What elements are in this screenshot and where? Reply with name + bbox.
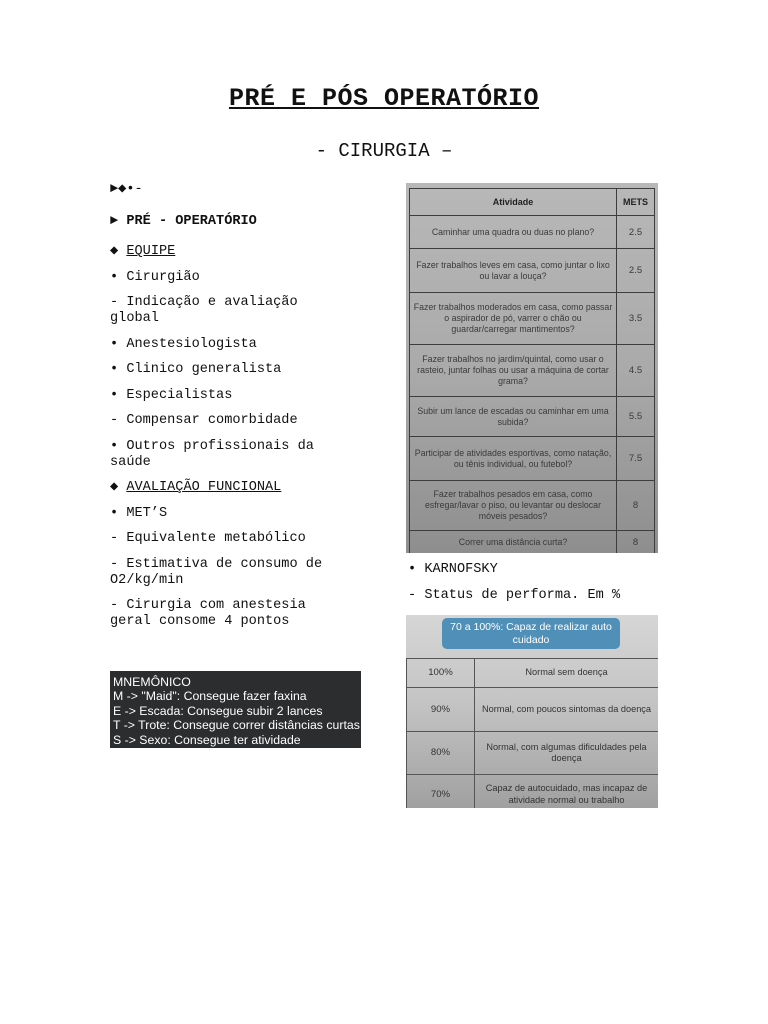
mets-cell: 2.5 — [617, 216, 655, 249]
table-header-row — [410, 189, 655, 216]
mnemonic-box — [110, 671, 361, 748]
karnofsky-description: - Status de performa. Em % — [408, 587, 621, 603]
diamond-bullet: ◆ — [110, 480, 127, 495]
mets-cell: 3.5 — [617, 293, 655, 345]
diamond-bullet: ◆ — [110, 244, 127, 259]
decor-marker: ►◆•- — [110, 182, 143, 197]
column-header-atividade: Atividade — [410, 189, 617, 216]
list-item: - Indicação e avaliação global — [110, 295, 298, 326]
table-row — [410, 437, 655, 481]
mnemonic-line: T -> Trote: Consegue correr distâncias curtas — [113, 718, 360, 733]
mnemonic-title: MNEMÔNICO — [113, 675, 191, 689]
activity-cell: Fazer trabalhos leves em casa, como juntar o lixo ou lavar a louça? — [410, 249, 617, 293]
percent-cell: 90% — [407, 688, 475, 732]
equipe-heading — [110, 244, 350, 260]
description-cell: Capaz de autocuidado, mas incapaz de atividade normal ou trabalho — [475, 775, 659, 809]
mets-cell: 2.5 — [617, 249, 655, 293]
table-row — [410, 345, 655, 397]
karnofsky-table — [406, 658, 658, 808]
section-pre-operatorio: ► PRÉ - OPERATÓRIO — [110, 214, 257, 229]
page-title: PRÉ E PÓS OPERATÓRIO — [228, 84, 540, 113]
mets-cell: 8 — [617, 481, 655, 531]
table-row — [410, 293, 655, 345]
description-cell: Normal, com poucos sintomas da doença — [475, 688, 659, 732]
list-item: • Especialistas — [110, 387, 233, 403]
table-row — [410, 397, 655, 437]
activity-cell: Fazer trabalhos no jardim/quintal, como usar o rasteio, juntar folhas ou usar a máquina de cortar grama? — [410, 345, 617, 397]
list-item: • Cirurgião — [110, 269, 200, 285]
mnemonic-line: E -> Escada: Consegue subir 2 lances — [113, 703, 323, 718]
table-row — [410, 216, 655, 249]
table-row — [410, 481, 655, 531]
left-column — [110, 182, 350, 640]
list-item: • MET’S — [110, 505, 168, 521]
percent-cell: 70% — [407, 775, 475, 809]
page-subtitle: - CIRURGIA – — [315, 140, 453, 162]
karnofsky-table-image — [406, 615, 658, 808]
mets-table-image — [406, 183, 658, 553]
table-row — [410, 249, 655, 293]
mets-cell: 8 — [617, 531, 655, 554]
description-cell: Normal, com algumas dificuldades pela doença — [475, 732, 659, 775]
table-row — [407, 732, 659, 775]
list-item: • Clinico generalista — [110, 362, 282, 377]
mets-cell: 4.5 — [617, 345, 655, 397]
description-cell: Normal sem doença — [475, 659, 659, 688]
mnemonic-line: M -> "Maid": Consegue fazer faxina — [113, 689, 307, 704]
activity-cell: Subir um lance de escadas ou caminhar em uma subida? — [410, 397, 617, 437]
table-row — [410, 531, 655, 554]
karnofsky-header-badge: 70 a 100%: Capaz de realizar auto cuidado — [442, 618, 620, 649]
activity-cell: Caminhar uma quadra ou duas no plano? — [410, 216, 617, 249]
mnemonic-line: S -> Sexo: Consegue ter atividade — [113, 732, 301, 747]
column-header-mets: METS — [617, 189, 655, 216]
table-row — [407, 775, 659, 809]
avaliacao-heading — [110, 480, 350, 496]
percent-cell: 80% — [407, 732, 475, 775]
table-row — [407, 659, 659, 688]
mets-cell: 5.5 — [617, 397, 655, 437]
percent-cell: 100% — [407, 659, 475, 688]
list-item: • Outros profissionais da saúde — [110, 438, 314, 470]
karnofsky-section — [408, 562, 678, 613]
list-item: - Compensar comorbidade — [110, 413, 298, 428]
activity-cell: Correr uma distância curta? — [410, 531, 617, 554]
list-item: - Cirurgia com anestesia geral consome 4 pontos — [110, 598, 306, 629]
list-item: - Estimativa de consumo de O2/kg/min — [110, 556, 323, 588]
activity-cell: Fazer trabalhos pesados em casa, como esfregar/lavar o piso, ou levantar ou deslocar móveis pesados? — [410, 481, 617, 531]
list-item: • Anestesiologista — [110, 336, 257, 352]
mets-cell: 7.5 — [617, 437, 655, 481]
equipe-label: EQUIPE — [126, 244, 176, 259]
mets-table — [409, 188, 655, 553]
table-row — [407, 688, 659, 732]
list-item: - Equivalente metabólico — [110, 531, 306, 546]
karnofsky-heading: • KARNOFSKY — [408, 562, 498, 577]
activity-cell: Participar de atividades esportivas, como natação, ou tênis individual, ou futebol? — [410, 437, 617, 481]
activity-cell: Fazer trabalhos moderados em casa, como passar o aspirador de pó, varrer o chão ou guardar/carregar mantimentos? — [410, 293, 617, 345]
avaliacao-label: AVALIAÇÃO FUNCIONAL — [126, 480, 282, 495]
